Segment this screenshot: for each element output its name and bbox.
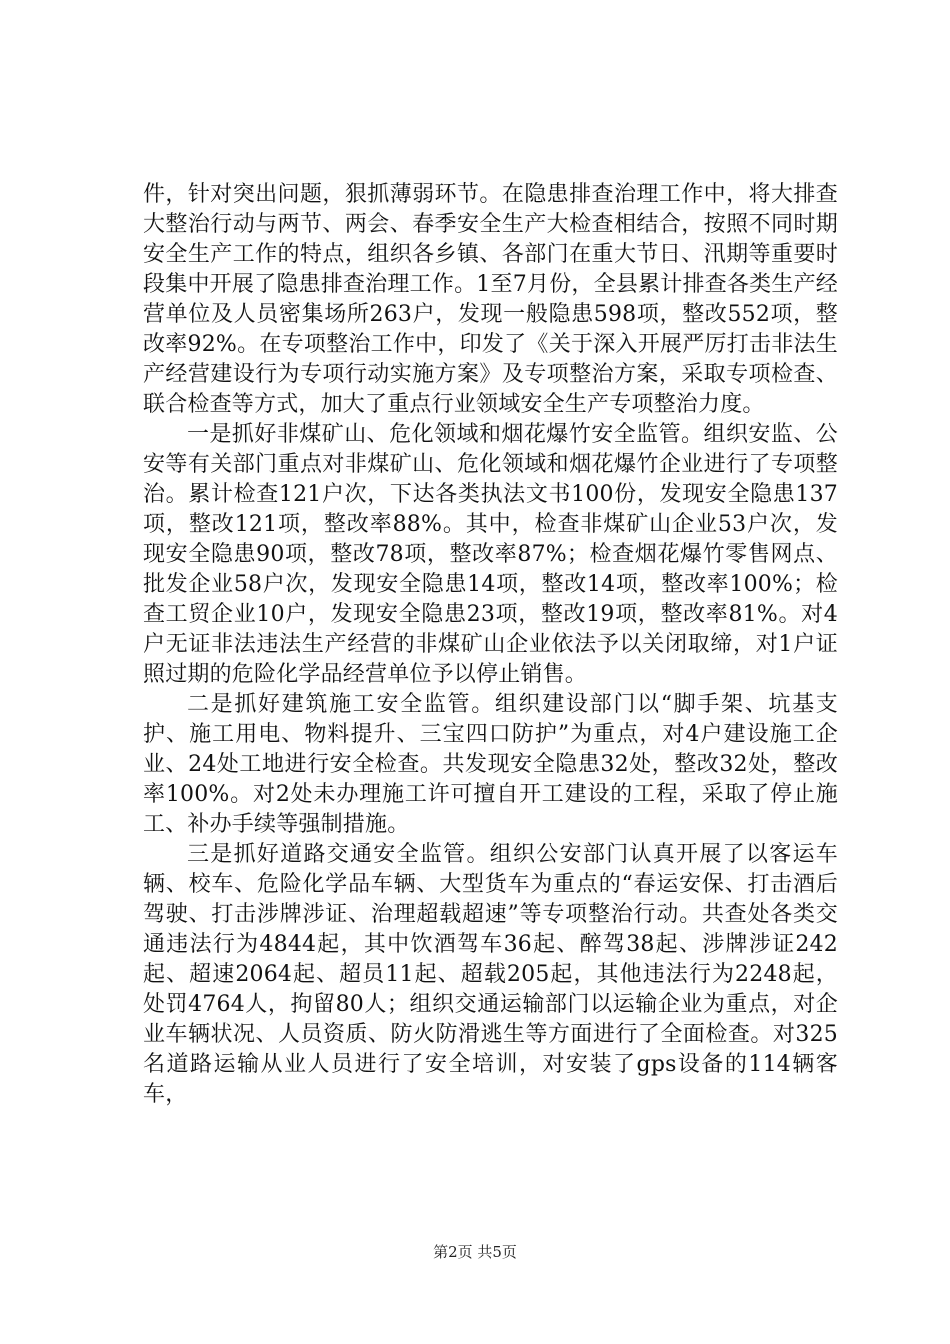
paragraph-construction: 二是抓好建筑施工安全监管。组织建设部门以“脚手架、坑基支护、施工用电、物料提升、三宝四口防护”为重点，对4户建设施工企业、24处工地进行安全检查。共发现安全隐患32处，整改32处，整改率100%。对2处未办理施工许可擅自开工建设的工程，采取了停止施工、补办手续等强制措施。 [143,692,838,837]
page-number-footer: 第2页 共5页 [433,1243,517,1261]
paragraph-continuation: 件，针对突出问题，狠抓薄弱环节。在隐患排查治理工作中，将大排查大整治行动与两节、两会、春季安全生产大检查相结合，按照不同时期安全生产工作的特点，组织各乡镇、各部门在重大节日、汛期等重要时段集中开展了隐患排查治理工作。1至7月份，全县累计排查各类生产经营单位及人员密集场所263户，发现一般隐患598项，整改552项，整改率92%。在专项整治工作中，印发了《关于深入开展严厉打击非法生产经营建设行为专项行动实施方案》及专项整治方案，采取专项检查、联合检查等方式，加大了重点行业领域安全生产专项整治力度。 [143,182,838,417]
paragraph-nonmetal-mines: 一是抓好非煤矿山、危化领域和烟花爆竹安全监管。组织安监、公安等有关部门重点对非煤矿山、危化领域和烟花爆竹企业进行了专项整治。累计检查121户次，下达各类执法文书100份，发现安全隐患137项，整改121项，整改率88%。其中，检查非煤矿山企业53户次，发现安全隐患90项，整改78项，整改率87%；检查烟花爆竹零售网点、批发企业58户次，发现安全隐患14项，整改14项，整改率100%；检查工贸企业10户，发现安全隐患23项，整改19项，整改率81%。对4户无证非法违法生产经营的非煤矿山企业依法予以关闭取缔，对1户证照过期的危险化学品经营单位予以停止销售。 [143,422,838,687]
document-body [143,180,838,1110]
paragraph-road-traffic: 三是抓好道路交通安全监管。组织公安部门认真开展了以客运车辆、校车、危险化学品车辆、大型货车为重点的“春运安保、打击酒后驾驶、打击涉牌涉证、治理超载超速”等专项整治行动。共查处各类交通违法行为4844起，其中饮酒驾车36起、醉驾38起、涉牌涉证242起、超速2064起、超员11起、超载205起，其他违法行为2248起，处罚4764人，拘留80人；组织交通运输部门以运输企业为重点，对企业车辆状况、人员资质、防火防滑逃生等方面进行了全面检查。对325名道路运输从业人员进行了安全培训，对安装了gps设备的114辆客车， [143,842,838,1107]
